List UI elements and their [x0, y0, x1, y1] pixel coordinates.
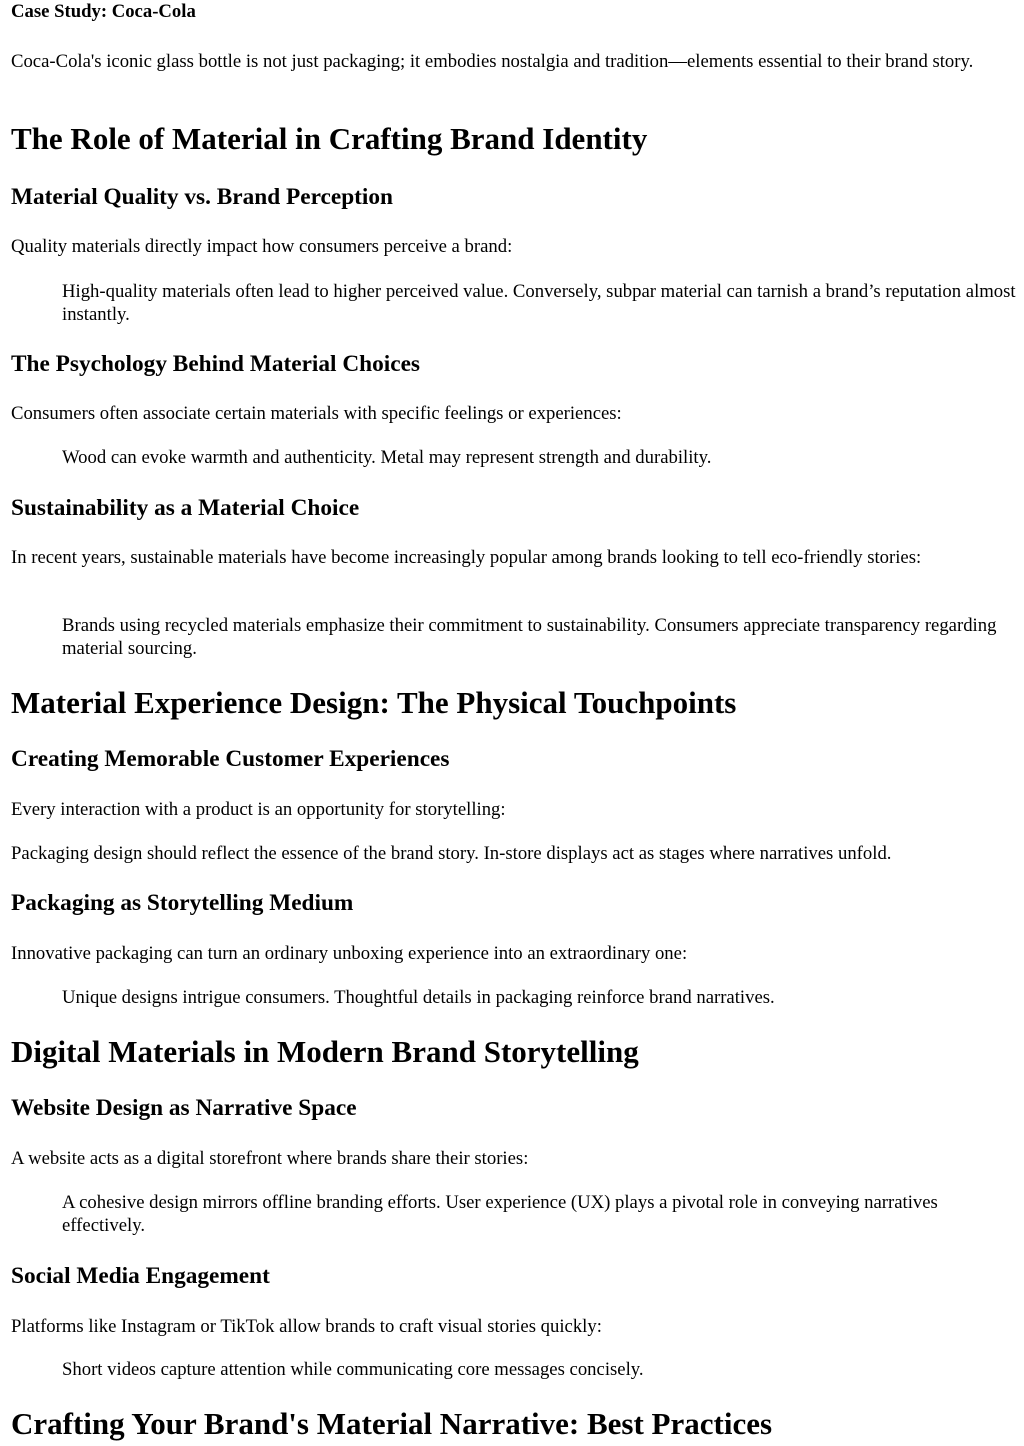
paragraph-packaging: Innovative packaging can turn an ordinary unboxing experience into an extraordinary one:	[11, 943, 688, 964]
paragraph-material-quality: Quality materials directly impact how consumers perceive a brand:	[11, 236, 513, 257]
section-heading-touchpoints: Material Experience Design: The Physical Touchpoints	[11, 685, 737, 720]
section-heading-material-identity: The Role of Material in Crafting Brand Identity	[11, 121, 648, 156]
paragraph-memorable-body: Packaging design should reflect the essence of the brand story. In-store displays act as stages where narratives unfold.	[11, 843, 892, 864]
subheading-material-quality: Material Quality vs. Brand Perception	[11, 184, 393, 210]
paragraph-memorable-intro: Every interaction with a product is an opportunity for storytelling:	[11, 799, 506, 820]
section-heading-digital: Digital Materials in Modern Brand Storytelling	[11, 1034, 639, 1069]
paragraph-psychology: Consumers often associate certain materials with specific feelings or experiences:	[11, 403, 622, 424]
subheading-social-media: Social Media Engagement	[11, 1263, 270, 1289]
paragraph-social-media: Platforms like Instagram or TikTok allow brands to craft visual stories quickly:	[11, 1316, 602, 1337]
blockquote-psychology: Wood can evoke warmth and authenticity. Metal may represent strength and durability.	[62, 447, 712, 468]
subheading-website: Website Design as Narrative Space	[11, 1095, 357, 1121]
case-study-heading: Case Study: Coca-Cola	[11, 1, 196, 22]
paragraph-website: A website acts as a digital storefront where brands share their stories:	[11, 1148, 529, 1169]
subheading-sustainability: Sustainability as a Material Choice	[11, 495, 360, 521]
blockquote-website: A cohesive design mirrors offline branding efforts. User experience (UX) plays a pivotal role in conveying narratives effectively.	[62, 1192, 938, 1236]
blockquote-material-quality: High-quality materials often lead to higher perceived value. Conversely, subpar material can tarnish a brand’s reputation almost instantly.	[62, 281, 1016, 325]
subheading-psychology: The Psychology Behind Material Choices	[11, 351, 420, 377]
subheading-packaging: Packaging as Storytelling Medium	[11, 890, 354, 916]
blockquote-social-media: Short videos capture attention while communicating core messages concisely.	[62, 1359, 644, 1380]
subheading-memorable-experiences: Creating Memorable Customer Experiences	[11, 746, 450, 772]
blockquote-packaging: Unique designs intrigue consumers. Thoughtful details in packaging reinforce brand narratives.	[62, 987, 775, 1008]
case-study-paragraph: Coca-Cola's iconic glass bottle is not just packaging; it embodies nostalgia and tradition—elements essential to their brand story.	[11, 51, 974, 72]
section-heading-best-practices: Crafting Your Brand's Material Narrative: Best Practices	[11, 1406, 773, 1441]
blockquote-sustainability: Brands using recycled materials emphasize their commitment to sustainability. Consumers appreciate transparency regarding material sourcing.	[62, 615, 997, 659]
paragraph-sustainability: In recent years, sustainable materials have become increasingly popular among brands looking to tell eco-friendly stories:	[11, 547, 922, 568]
